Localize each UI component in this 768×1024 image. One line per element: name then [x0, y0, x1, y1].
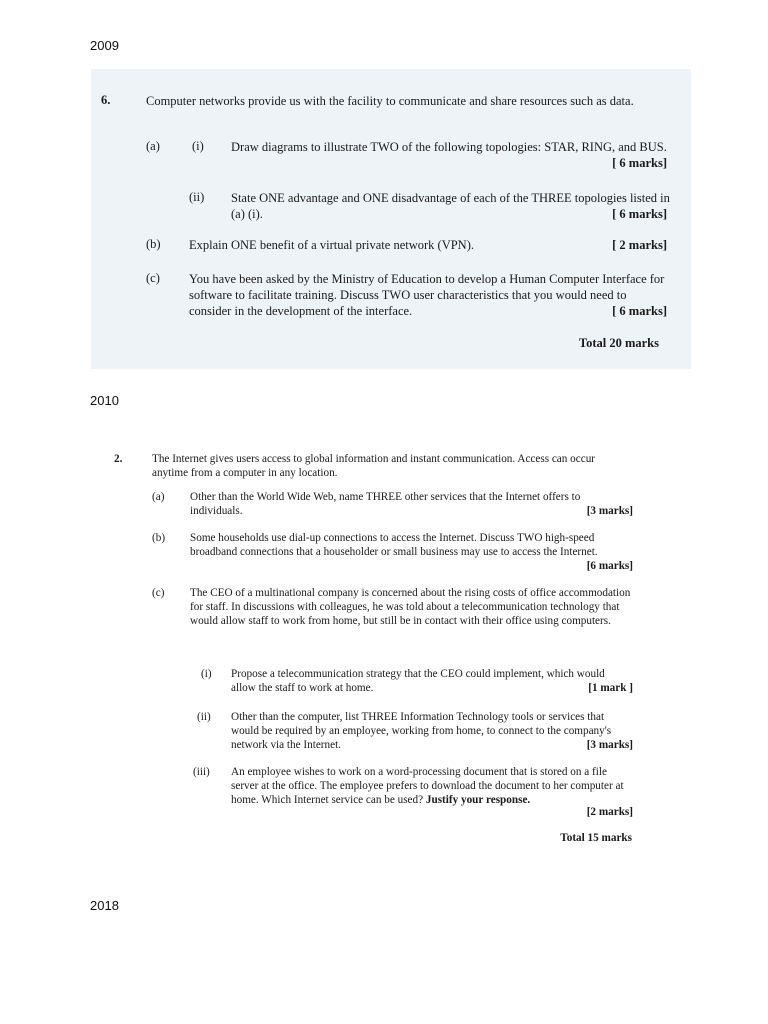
- part-a-ii-text: State ONE advantage and ONE disadvantage of each of the THREE topologies listed in (a) (i).: [231, 191, 670, 221]
- part-c-i-text: Propose a telecommunication strategy that the CEO could implement, which would allow the staff to work at home.: [231, 668, 605, 694]
- part-label-c: (c): [152, 587, 165, 599]
- part-c-iii-marks: [2 marks]: [586, 806, 633, 818]
- subpart-label-i: (i): [192, 139, 204, 153]
- part-label-b: (b): [146, 237, 161, 251]
- part-c-text: You have been asked by the Ministry of Education to develop a Human Computer Interface for software to facilitate training. Discuss TWO user characteristics that you would need to consider in the development of the interface.: [189, 272, 665, 318]
- subpart-label-ii: (ii): [197, 711, 211, 723]
- part-b-marks: [6 marks]: [586, 560, 633, 572]
- part-b-text: Some households use dial-up connections to access the Internet. Discuss TWO high-speed broadband connections that a householder or small business may use to access the Internet.: [190, 532, 598, 558]
- subpart-label-i: (i): [201, 668, 212, 680]
- part-b-marks: [ 2 marks]: [612, 238, 667, 252]
- year-heading-2009: 2009: [90, 38, 119, 53]
- part-c-iii-text: [231, 765, 632, 807]
- part-c-text: The CEO of a multinational company is concerned about the rising costs of office accommodation for staff. In discussions with colleagues, he was told about a telecommunication technology that would allow staff to work from home, but still be in contact with their office using computers.: [190, 587, 631, 627]
- part-a-ii-marks: [ 6 marks]: [612, 207, 667, 221]
- question-number: 6.: [101, 93, 111, 107]
- part-a-i-marks: [ 6 marks]: [612, 156, 667, 170]
- part-label-b: (b): [152, 532, 166, 544]
- part-label-c: (c): [146, 271, 160, 285]
- year-heading-2010: 2010: [90, 393, 119, 408]
- question-stem: Computer networks provide us with the facility to communicate and share resources such as data.: [146, 94, 634, 108]
- question-2009-block: [91, 69, 691, 369]
- part-c-marks: [ 6 marks]: [612, 304, 667, 318]
- part-label-a: (a): [146, 139, 160, 153]
- part-b-text: Explain ONE benefit of a virtual private network (VPN).: [189, 238, 474, 252]
- part-c-iii-bold-tail: Justify your response.: [425, 794, 531, 806]
- year-heading-2018: 2018: [90, 898, 119, 913]
- part-label-a: (a): [152, 491, 165, 503]
- part-a-i-text: Draw diagrams to illustrate TWO of the following topologies: STAR, RING, and BUS.: [231, 140, 667, 154]
- question-2010-block: [96, 447, 656, 857]
- part-c-ii-marks: [3 marks]: [586, 739, 633, 751]
- subpart-label-iii: (iii): [193, 766, 210, 778]
- question-number: 2.: [114, 453, 123, 465]
- question-total: Total 20 marks: [578, 336, 659, 350]
- part-c-i-marks: [1 mark ]: [588, 682, 633, 694]
- part-a-marks: [3 marks]: [586, 505, 633, 517]
- part-c-ii-text: Other than the computer, list THREE Information Technology tools or services that would be required by an employee, working from home, to connect to the company's network via the Internet.: [231, 711, 612, 751]
- question-total: Total 15 marks: [560, 832, 632, 844]
- part-c-iii-body: An employee wishes to work on a word-processing document that is stored on a file server at the office. The employee prefers to download the document to her computer at home. Which Internet service can be used?: [231, 766, 624, 806]
- question-stem: The Internet gives users access to global information and instant communication. Access can occur anytime from a computer in any location.: [152, 453, 596, 479]
- subpart-label-ii: (ii): [189, 190, 205, 204]
- part-a-text: Other than the World Wide Web, name THREE other services that the Internet offers to individuals.: [190, 491, 581, 517]
